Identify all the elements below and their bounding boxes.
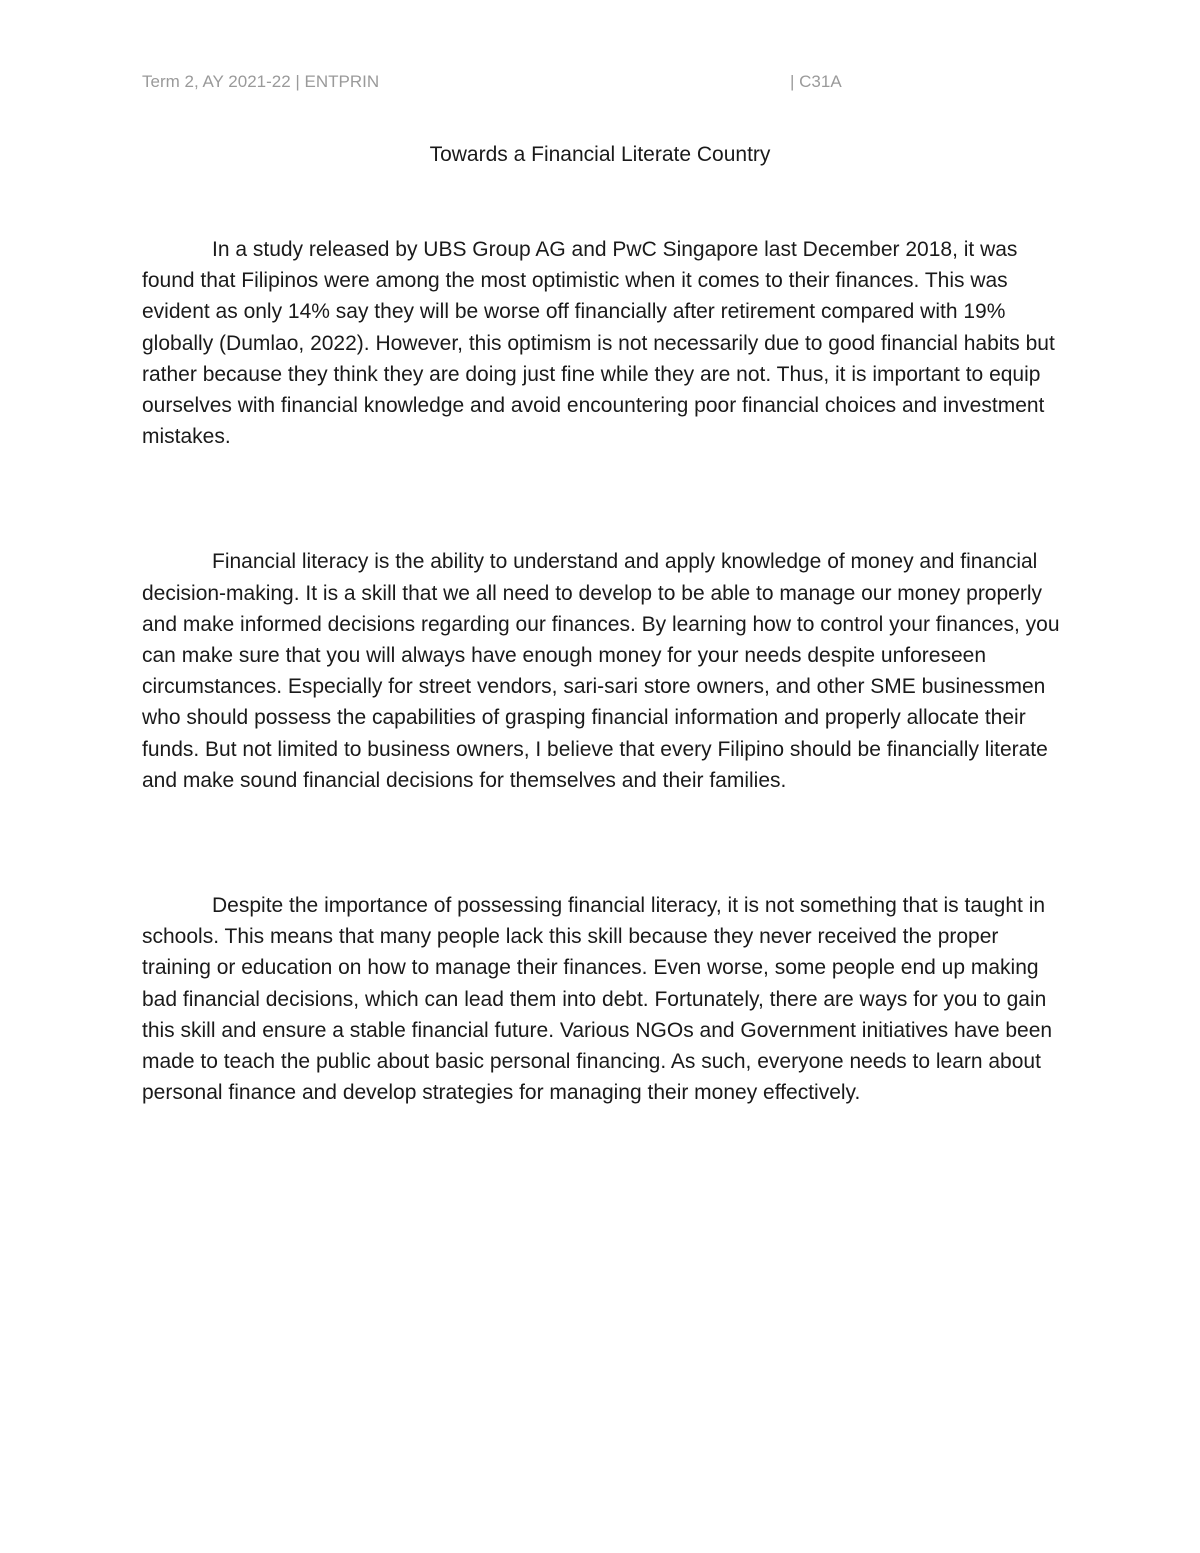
paragraph-1: In a study released by UBS Group AG and PwC Singapore last December 2018, it was found that Filipinos were among the most optimistic when it comes to their finances. This was evident as only 14% say they will be worse off financially after retirement compared with 19% globally (Dumlao, 2022). However, this optimism is not necessarily due to good financial habits but rather because they think they are doing just fine while they are not. Thus, it is important to equip ourselves with financial knowledge and avoid encountering poor financial choices and investment mistakes. [142,238,1055,449]
header-course-info: Term 2, AY 2021-22 | ENTPRIN [142,72,380,91]
header-section: | C31A [790,72,842,91]
page-header [142,72,1062,96]
document-body [142,234,1062,1108]
document-title: Towards a Financial Literate Country [429,143,771,166]
paragraph-3: Despite the importance of possessing financial literacy, it is not something that is taught in schools. This means that many people lack this skill because they never received the proper training or education on how to manage their finances. Even worse, some people end up making bad financial decisions, which can lead them into debt. Fortunately, there are ways for you to gain this skill and ensure a stable financial future. Various NGOs and Government initiatives have been made to teach the public about basic personal financing. As such, everyone needs to learn about personal finance and develop strategies for managing their money effectively. [142,894,1053,1105]
paragraph-2: Financial literacy is the ability to understand and apply knowledge of money and financial decision-making. It is a skill that we all need to develop to be able to manage our money properly and make informed decisions regarding our finances. By learning how to control your finances, you can make sure that you will always have enough money for your needs despite unforeseen circumstances. Especially for street vendors, sari-sari store owners, and other SME businessmen who should possess the capabilities of grasping financial information and properly allocate their funds. But not limited to business owners, I believe that every Filipino should be financially literate and make sound financial decisions for themselves and their families. [142,550,1060,792]
